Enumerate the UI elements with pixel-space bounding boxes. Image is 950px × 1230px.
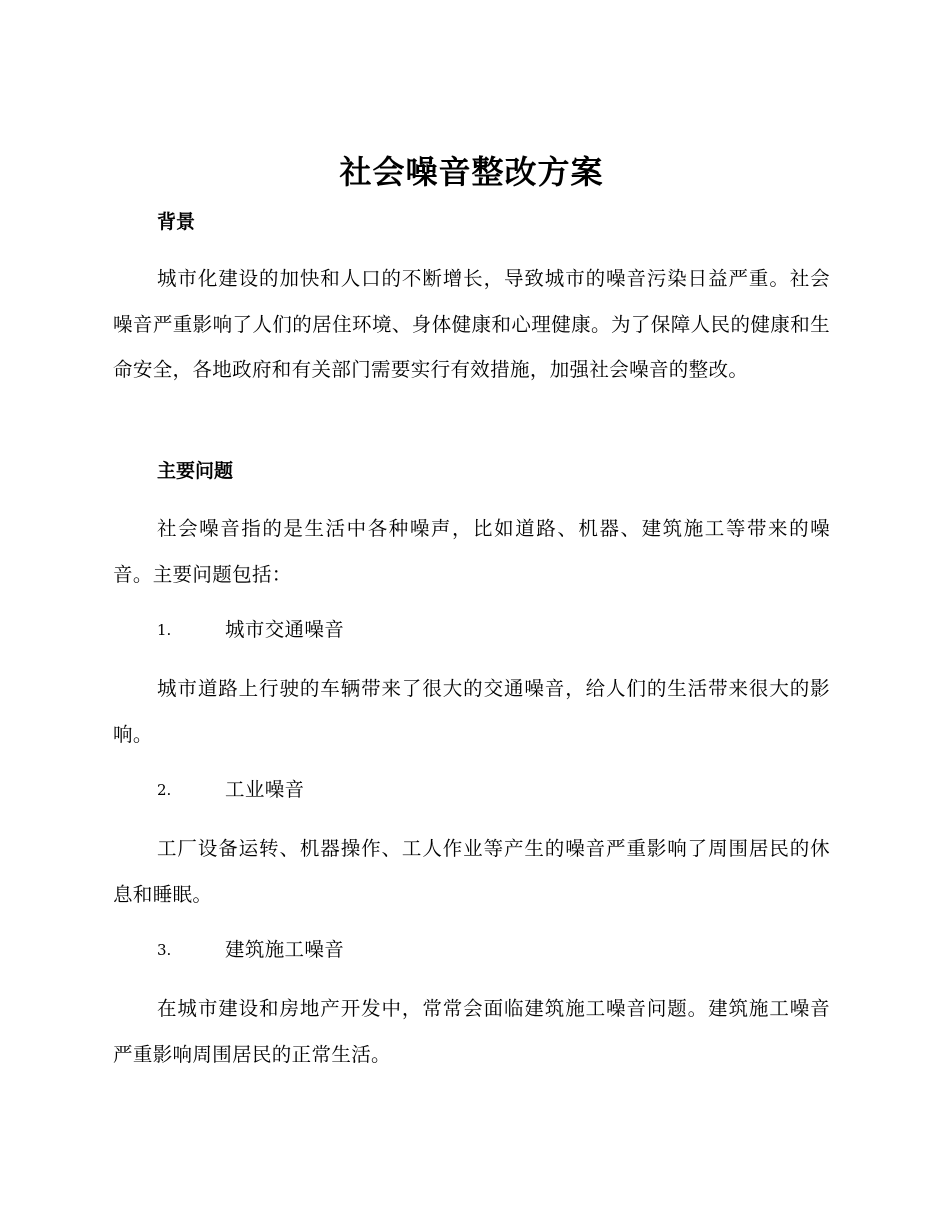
background-paragraph: 城市化建设的加快和人口的不断增长，导致城市的噪音污染日益严重。社会噪音严重影响了人们的居住环境、身体健康和心理健康。为了保障人民的健康和生命安全，各地政府和有关部门需要实行有效措施，加强社会噪音的整改。 xyxy=(113,267,830,381)
list-number: 1. xyxy=(157,621,172,639)
main-issues-intro-paragraph: 社会噪音指的是生活中各种噪声，比如道路、机器、建筑施工等带来的噪音。主要问题包括： xyxy=(113,517,830,586)
construction-noise-paragraph: 在城市建设和房地产开发中，常常会面临建筑施工噪音问题。建筑施工噪音严重影响周围居民的正常生活。 xyxy=(113,997,830,1066)
list-item-label: 建筑施工噪音 xyxy=(225,938,345,961)
document-page xyxy=(113,0,830,1230)
list-number: 3. xyxy=(157,941,172,959)
industrial-noise-paragraph: 工厂设备运转、机器操作、工人作业等产生的噪音严重影响了周围居民的休息和睡眠。 xyxy=(113,837,830,906)
document-title: 社会噪音整改方案 xyxy=(339,153,604,191)
list-item-label: 工业噪音 xyxy=(225,778,305,801)
section-heading-background: 背景 xyxy=(157,211,196,233)
section-heading-main-issues: 主要问题 xyxy=(157,460,234,482)
list-number: 2. xyxy=(157,781,172,799)
list-item-label: 城市交通噪音 xyxy=(225,618,345,641)
traffic-noise-paragraph: 城市道路上行驶的车辆带来了很大的交通噪音，给人们的生活带来很大的影响。 xyxy=(113,677,830,746)
